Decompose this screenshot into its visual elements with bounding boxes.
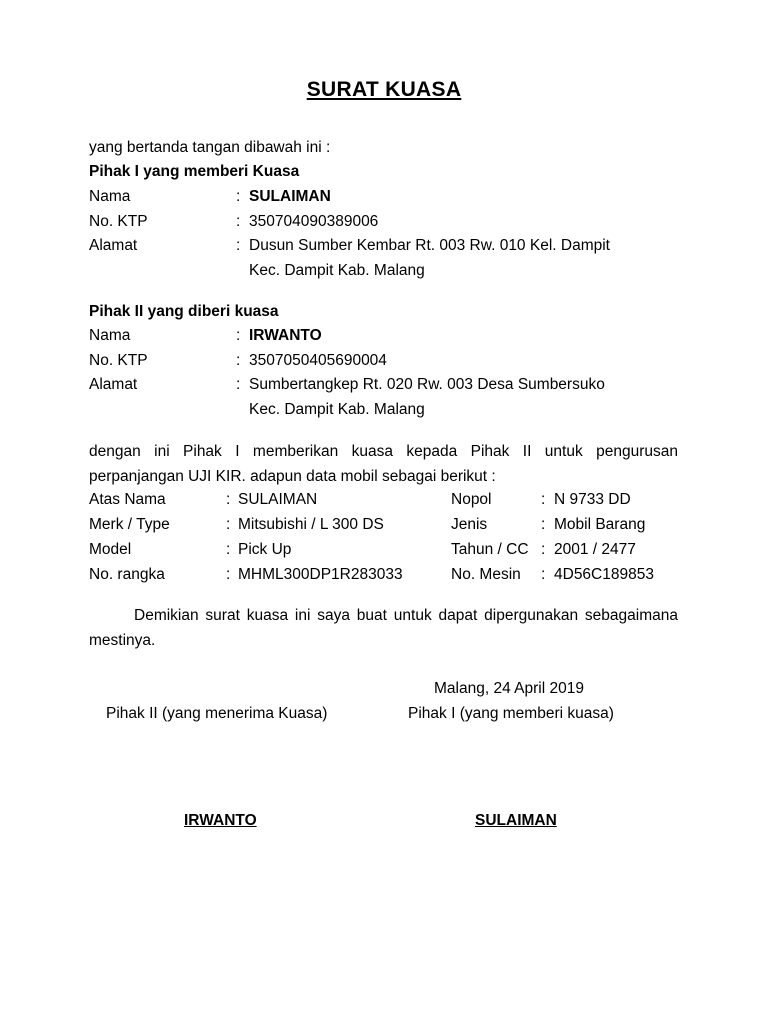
pihak1-name-colon: : (236, 188, 241, 205)
pihak2-ktp-colon: : (236, 352, 241, 369)
vehicle-engine-value: 4D56C189853 (554, 566, 654, 583)
pihak2-address-value: Sumbertangkep Rt. 020 Rw. 003 Desa Sumbersuko (249, 376, 605, 393)
closing-paragraph: Demikian surat kuasa ini saya buat untuk dapat dipergunakan sebagaimana mestinya. (89, 607, 678, 649)
vehicle-brand-colon: : (226, 516, 231, 533)
vehicle-owner-value: SULAIMAN (238, 491, 318, 508)
vehicle-kind-value: Mobil Barang (554, 516, 646, 533)
vehicle-chassis-value: MHML300DP1R283033 (238, 566, 403, 583)
pihak1-heading: Pihak I yang memberi Kuasa (89, 163, 300, 180)
vehicle-model-value: Pick Up (238, 541, 292, 558)
right-signer-name: SULAIMAN (475, 812, 557, 829)
place-date: Malang, 24 April 2019 (434, 680, 584, 697)
pihak1-ktp-colon: : (236, 213, 241, 230)
vehicle-year-colon: : (541, 541, 546, 558)
vehicle-year-value: 2001 / 2477 (554, 541, 636, 558)
pihak1-name-label: Nama (89, 188, 131, 205)
pihak1-address-colon: : (236, 237, 241, 254)
statement-paragraph: dengan ini Pihak I memberikan kuasa kepada Pihak II untuk pengurusan perpanjangan UJI KIR. adapun data mobil sebagai berikut : (89, 443, 678, 485)
pihak2-heading: Pihak II yang diberi kuasa (89, 303, 279, 320)
pihak2-name-colon: : (236, 327, 241, 344)
vehicle-model-label: Model (89, 541, 132, 558)
vehicle-owner-label: Atas Nama (89, 491, 166, 508)
pihak1-address-value-line2: Kec. Dampit Kab. Malang (249, 262, 425, 279)
vehicle-brand-label: Merk / Type (89, 516, 170, 533)
pihak2-name-label: Nama (89, 327, 131, 344)
vehicle-engine-colon: : (541, 566, 546, 583)
vehicle-engine-label: No. Mesin (451, 566, 521, 583)
pihak1-ktp-value: 350704090389006 (249, 213, 379, 230)
pihak2-ktp-value: 3507050405690004 (249, 352, 387, 369)
pihak2-address-colon: : (236, 376, 241, 393)
pihak2-name-value: IRWANTO (249, 327, 322, 344)
pihak1-address-value: Dusun Sumber Kembar Rt. 003 Rw. 010 Kel. Dampit (249, 237, 610, 254)
pihak2-address-label: Alamat (89, 376, 138, 393)
pihak2-ktp-label: No. KTP (89, 352, 148, 369)
vehicle-model-colon: : (226, 541, 231, 558)
document-title: SURAT KUASA (306, 78, 462, 101)
pihak1-name-value: SULAIMAN (249, 188, 331, 205)
pihak1-ktp-label: No. KTP (89, 213, 148, 230)
vehicle-plate-colon: : (541, 491, 546, 508)
vehicle-kind-label: Jenis (451, 516, 488, 533)
vehicle-chassis-label: No. rangka (89, 566, 165, 583)
vehicle-owner-colon: : (226, 491, 231, 508)
left-signer-role: Pihak II (yang menerima Kuasa) (106, 705, 328, 722)
pihak1-address-label: Alamat (89, 237, 138, 254)
vehicle-plate-label: Nopol (451, 491, 492, 508)
pihak2-address-value-line2: Kec. Dampit Kab. Malang (249, 401, 425, 418)
vehicle-brand-value: Mitsubishi / L 300 DS (238, 516, 384, 533)
vehicle-year-label: Tahun / CC (451, 541, 529, 558)
intro-text: yang bertanda tangan dibawah ini : (89, 139, 331, 156)
left-signer-name: IRWANTO (184, 812, 257, 829)
vehicle-plate-value: N 9733 DD (554, 491, 631, 508)
right-signer-role: Pihak I (yang memberi kuasa) (408, 705, 614, 722)
vehicle-kind-colon: : (541, 516, 546, 533)
vehicle-chassis-colon: : (226, 566, 231, 583)
